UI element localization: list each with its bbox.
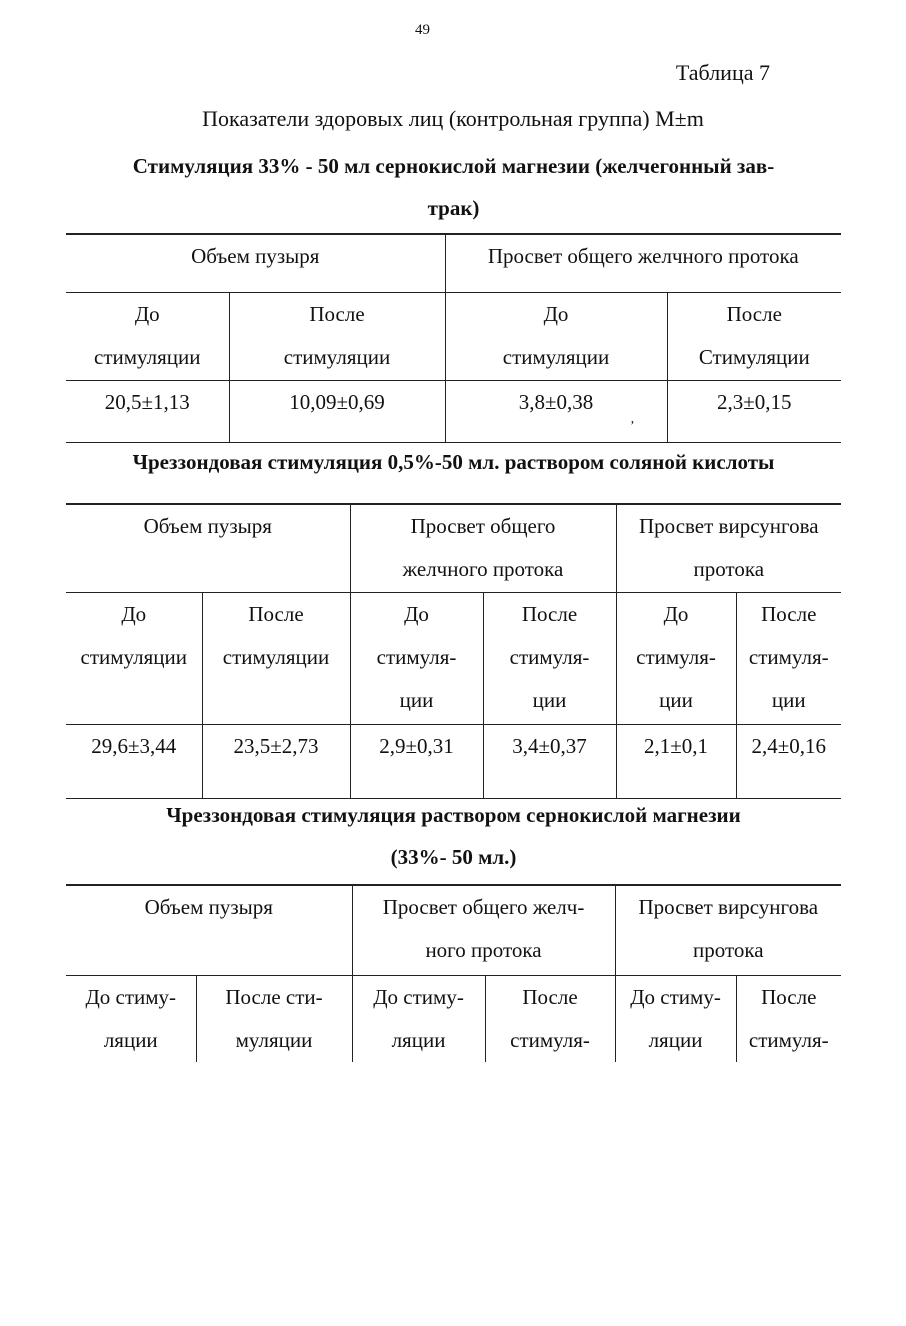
- header-common-bile-duct: [352, 885, 615, 975]
- header-line: Просвет вирсунгова: [638, 895, 819, 919]
- header-line: протока: [693, 557, 765, 581]
- subheader-line: стимуляции: [283, 344, 391, 369]
- subheader-line: ции: [771, 687, 806, 712]
- subheader-line: До: [134, 301, 160, 326]
- subheader-line: До стиму-: [85, 984, 177, 1009]
- value-cell: 2,4±0,16: [736, 724, 841, 798]
- value-cell: 20,5±1,13: [66, 380, 229, 442]
- header-common-bile-duct: Просвет общего желчного протока: [445, 234, 841, 292]
- subheader-line: ции: [659, 687, 693, 712]
- section-1-title: [66, 145, 841, 229]
- section-1-title-line-1: Стимуляция 33% - 50 мл сернокислой магнезии (желчегонный зав-: [132, 154, 775, 178]
- subheader-line: До: [543, 301, 569, 326]
- subheader-cell: [736, 592, 841, 724]
- section-3-title-line-2: (33%- 50 мл.): [390, 845, 517, 869]
- header-common-bile-duct: [350, 504, 616, 592]
- stray-mark: ’: [630, 419, 635, 434]
- subheader-line: До: [121, 601, 147, 626]
- subheader-cell: [616, 592, 736, 724]
- subheader-line: стимуля-: [748, 1027, 829, 1052]
- subheader-line: До: [663, 601, 689, 626]
- value-cell: 2,1±0,1: [616, 724, 736, 798]
- subheader-line: муляции: [235, 1027, 313, 1052]
- section-1-title-line-2: трак): [427, 196, 480, 220]
- subheader-line: После: [522, 984, 578, 1009]
- subheader-line: ции: [532, 687, 567, 712]
- value-cell: 3,8±0,38: [445, 380, 667, 442]
- subheader-line: стимуляции: [502, 344, 610, 369]
- table-label: Таблица 7: [675, 60, 770, 85]
- subheader-cell: [485, 975, 615, 1062]
- subheader-line: стимуляции: [94, 344, 201, 369]
- subheader-cell: [445, 292, 667, 380]
- page-number: 49: [415, 22, 430, 38]
- subheader-line: стимуля-: [748, 644, 829, 669]
- subheader-line: ляции: [103, 1027, 158, 1052]
- header-line: ного протока: [425, 938, 542, 962]
- header-wirsung-duct: [615, 885, 841, 975]
- subheader-line: стимуля-: [510, 1027, 590, 1052]
- table-gallbladder-breakfast: [66, 233, 841, 443]
- header-wirsung-duct: [616, 504, 841, 592]
- header-bladder-volume: Объем пузыря: [66, 234, 445, 292]
- table-caption: Показатели здоровых лиц (контрольная группа) M±m: [202, 106, 704, 131]
- subheader-line: стимуля-: [636, 644, 716, 669]
- subheader-line: До стиму-: [373, 984, 464, 1009]
- value-cell: 3,4±0,37: [483, 724, 616, 798]
- header-line: Просвет общего: [410, 514, 556, 538]
- header-line: Просвет общего желч-: [382, 895, 585, 919]
- section-3-title-line-1: Чреззондовая стимуляция раствором сернокислой магнезии: [166, 803, 741, 827]
- header-bladder-volume: [66, 504, 350, 592]
- subheader-line: ляции: [391, 1027, 446, 1052]
- subheader-line: После: [521, 601, 578, 626]
- value-cell: 10,09±0,69: [229, 380, 445, 442]
- value-cell: 23,5±2,73: [202, 724, 350, 798]
- subheader-line: После: [726, 301, 782, 326]
- value-cell: 2,3±0,15: [667, 380, 841, 442]
- subheader-line: стимуля-: [376, 644, 457, 669]
- subheader-cell: [202, 592, 350, 724]
- subheader-line: стимуля-: [509, 644, 590, 669]
- subheader-line: До стиму-: [630, 984, 721, 1009]
- subheader-cell: [66, 592, 202, 724]
- section-3-title: [66, 794, 841, 878]
- value-cell: 29,6±3,44: [66, 724, 202, 798]
- table-hcl-stimulation: [66, 503, 841, 799]
- subheader-line: После: [761, 601, 817, 626]
- subheader-line: стимуляции: [222, 644, 330, 669]
- subheader-cell: [66, 975, 196, 1062]
- subheader-line: После: [309, 301, 365, 326]
- subheader-cell: [667, 292, 841, 380]
- subheader-line: До: [404, 601, 429, 626]
- subheader-cell: [483, 592, 616, 724]
- section-2-title: [66, 441, 841, 483]
- header-line: Объем пузыря: [144, 895, 273, 919]
- subheader-line: стимуляции: [80, 644, 187, 669]
- table-magnesium-stimulation: [66, 884, 841, 1062]
- subheader-cell: [352, 975, 485, 1062]
- value-cell: 2,9±0,31: [350, 724, 483, 798]
- subheader-line: После сти-: [225, 984, 323, 1009]
- header-line: Объем пузыря: [143, 514, 272, 538]
- subheader-cell: [615, 975, 736, 1062]
- subheader-cell: [229, 292, 445, 380]
- subheader-line: ции: [399, 687, 434, 712]
- header-line: желчного протока: [402, 557, 564, 581]
- subheader-cell: [66, 292, 229, 380]
- subheader-line: ляции: [648, 1027, 703, 1052]
- section-2-title-line: Чреззондовая стимуляция 0,5%-50 мл. раствором соляной кислоты: [132, 450, 775, 474]
- subheader-line: После: [248, 601, 304, 626]
- subheader-cell: [736, 975, 841, 1062]
- header-bladder-volume: [66, 885, 352, 975]
- header-line: Просвет вирсунгова: [639, 514, 819, 538]
- subheader-cell: [196, 975, 352, 1062]
- header-line: протока: [692, 938, 764, 962]
- subheader-line: Стимуляции: [698, 344, 810, 369]
- subheader-line: После: [761, 984, 817, 1009]
- subheader-cell: [350, 592, 483, 724]
